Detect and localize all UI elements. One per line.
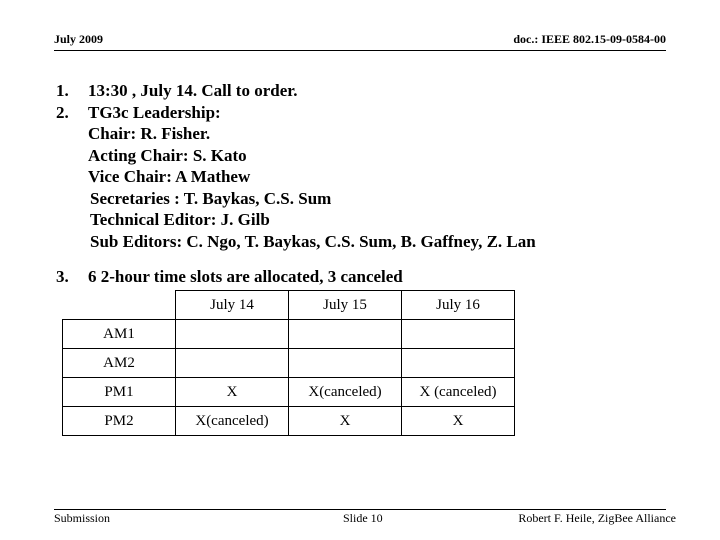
item-text: 6 2-hour time slots are allocated, 3 canceled — [88, 267, 403, 286]
time-slot-table — [62, 290, 515, 436]
table-cell: X (canceled) — [402, 378, 515, 407]
table-cell — [176, 320, 289, 349]
secretaries-line: Secretaries : T. Baykas, C.S. Sum — [90, 188, 332, 208]
header-date: July 2009 — [54, 32, 104, 46]
agenda-item-1 — [56, 80, 676, 102]
table-cell: X — [289, 407, 402, 436]
table-cell — [289, 349, 402, 378]
agenda-item-3 — [56, 266, 676, 288]
column-header: July 15 — [289, 291, 402, 320]
item-number: 1. — [56, 81, 69, 100]
table-header-row — [63, 291, 515, 320]
column-header: July 14 — [176, 291, 289, 320]
table-cell — [289, 320, 402, 349]
table-cell: X(canceled) — [176, 407, 289, 436]
row-label: AM1 — [63, 320, 176, 349]
item-number: 3. — [56, 267, 69, 286]
table-cell: X — [176, 378, 289, 407]
row-label: PM2 — [63, 407, 176, 436]
agenda-item-2 — [56, 102, 676, 253]
footer-author: Robert F. Heile, ZigBee Alliance — [518, 511, 676, 525]
item-number: 2. — [56, 102, 69, 122]
table-row — [63, 378, 515, 407]
footer-submission: Submission — [54, 511, 111, 525]
item-text: 13:30 , July 14. Call to order. — [88, 81, 298, 100]
vice-chair-line: Vice Chair: A Mathew — [88, 167, 251, 186]
row-label: PM1 — [63, 378, 176, 407]
header-divider — [54, 50, 666, 51]
footer-divider — [54, 509, 666, 510]
table-row — [63, 349, 515, 378]
agenda-list — [56, 80, 676, 288]
table-cell — [176, 349, 289, 378]
row-label: AM2 — [63, 349, 176, 378]
table-row — [63, 407, 515, 436]
table-cell — [402, 349, 515, 378]
table-cell: X(canceled) — [289, 378, 402, 407]
table-row — [63, 320, 515, 349]
table-corner-cell — [63, 291, 176, 320]
chair-line: Chair: R. Fisher. — [88, 124, 211, 143]
table-cell: X — [402, 407, 515, 436]
column-header: July 16 — [402, 291, 515, 320]
sub-editors-line: Sub Editors: C. Ngo, T. Baykas, C.S. Sum, B. Gaffney, Z. Lan — [90, 231, 536, 251]
acting-chair-line: Acting Chair: S. Kato — [88, 145, 247, 165]
header-doc-id: doc.: IEEE 802.15-09-0584-00 — [513, 32, 666, 46]
leadership-heading: TG3c Leadership: — [88, 102, 221, 122]
technical-editor-line: Technical Editor: J. Gilb — [90, 210, 270, 229]
footer-slide-number: Slide 10 — [343, 511, 383, 525]
table-cell — [402, 320, 515, 349]
